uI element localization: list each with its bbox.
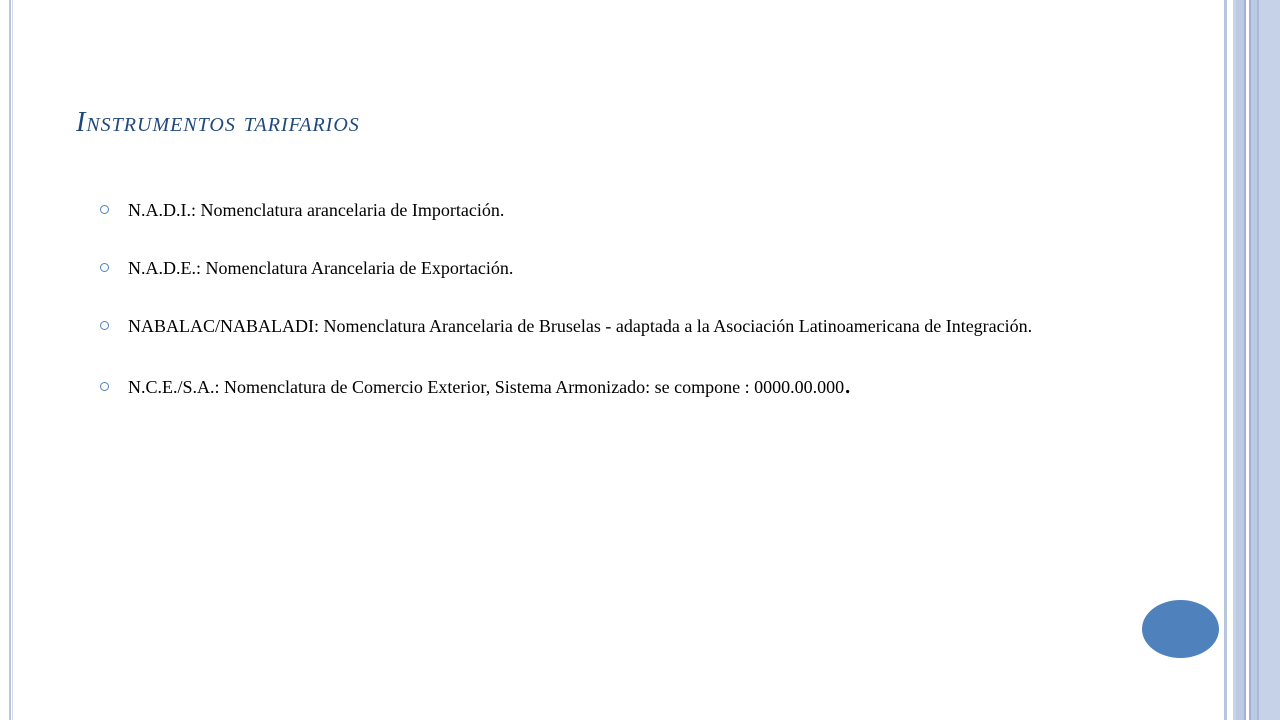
bullet-marker-icon bbox=[100, 263, 109, 272]
bullet-marker-icon bbox=[100, 321, 109, 330]
bullet-list bbox=[100, 198, 1095, 399]
bullet-item bbox=[100, 198, 1095, 222]
bullet-item bbox=[100, 314, 1095, 338]
bullet-text: N.C.E./S.A.: Nomenclatura de Comercio Exterior, Sistema Armonizado: se compone : 0000.00.000 bbox=[128, 377, 845, 397]
right-band-stripe bbox=[1259, 0, 1280, 720]
left-border-line bbox=[9, 0, 11, 720]
bullet-item bbox=[100, 369, 1095, 400]
decorative-circle bbox=[1142, 600, 1219, 658]
bullet-item bbox=[100, 256, 1095, 280]
right-band-stripe bbox=[1236, 0, 1244, 720]
bullet-text: NABALAC/NABALADI: Nomenclatura Arancelaria de Bruselas - adaptada a la Asociación Latinoamericana de Integración. bbox=[128, 316, 1033, 336]
left-border-line-inner bbox=[12, 0, 13, 720]
bullet-period: . bbox=[844, 369, 852, 400]
bullet-text: N.A.D.E.: Nomenclatura Arancelaria de Exportación. bbox=[128, 258, 514, 278]
bullet-marker-icon bbox=[100, 382, 109, 391]
bullet-marker-icon bbox=[100, 205, 109, 214]
slide-title: Instrumentos tarifarios bbox=[76, 107, 360, 138]
bullet-text: N.A.D.I.: Nomenclatura arancelaria de Importación. bbox=[128, 200, 505, 220]
